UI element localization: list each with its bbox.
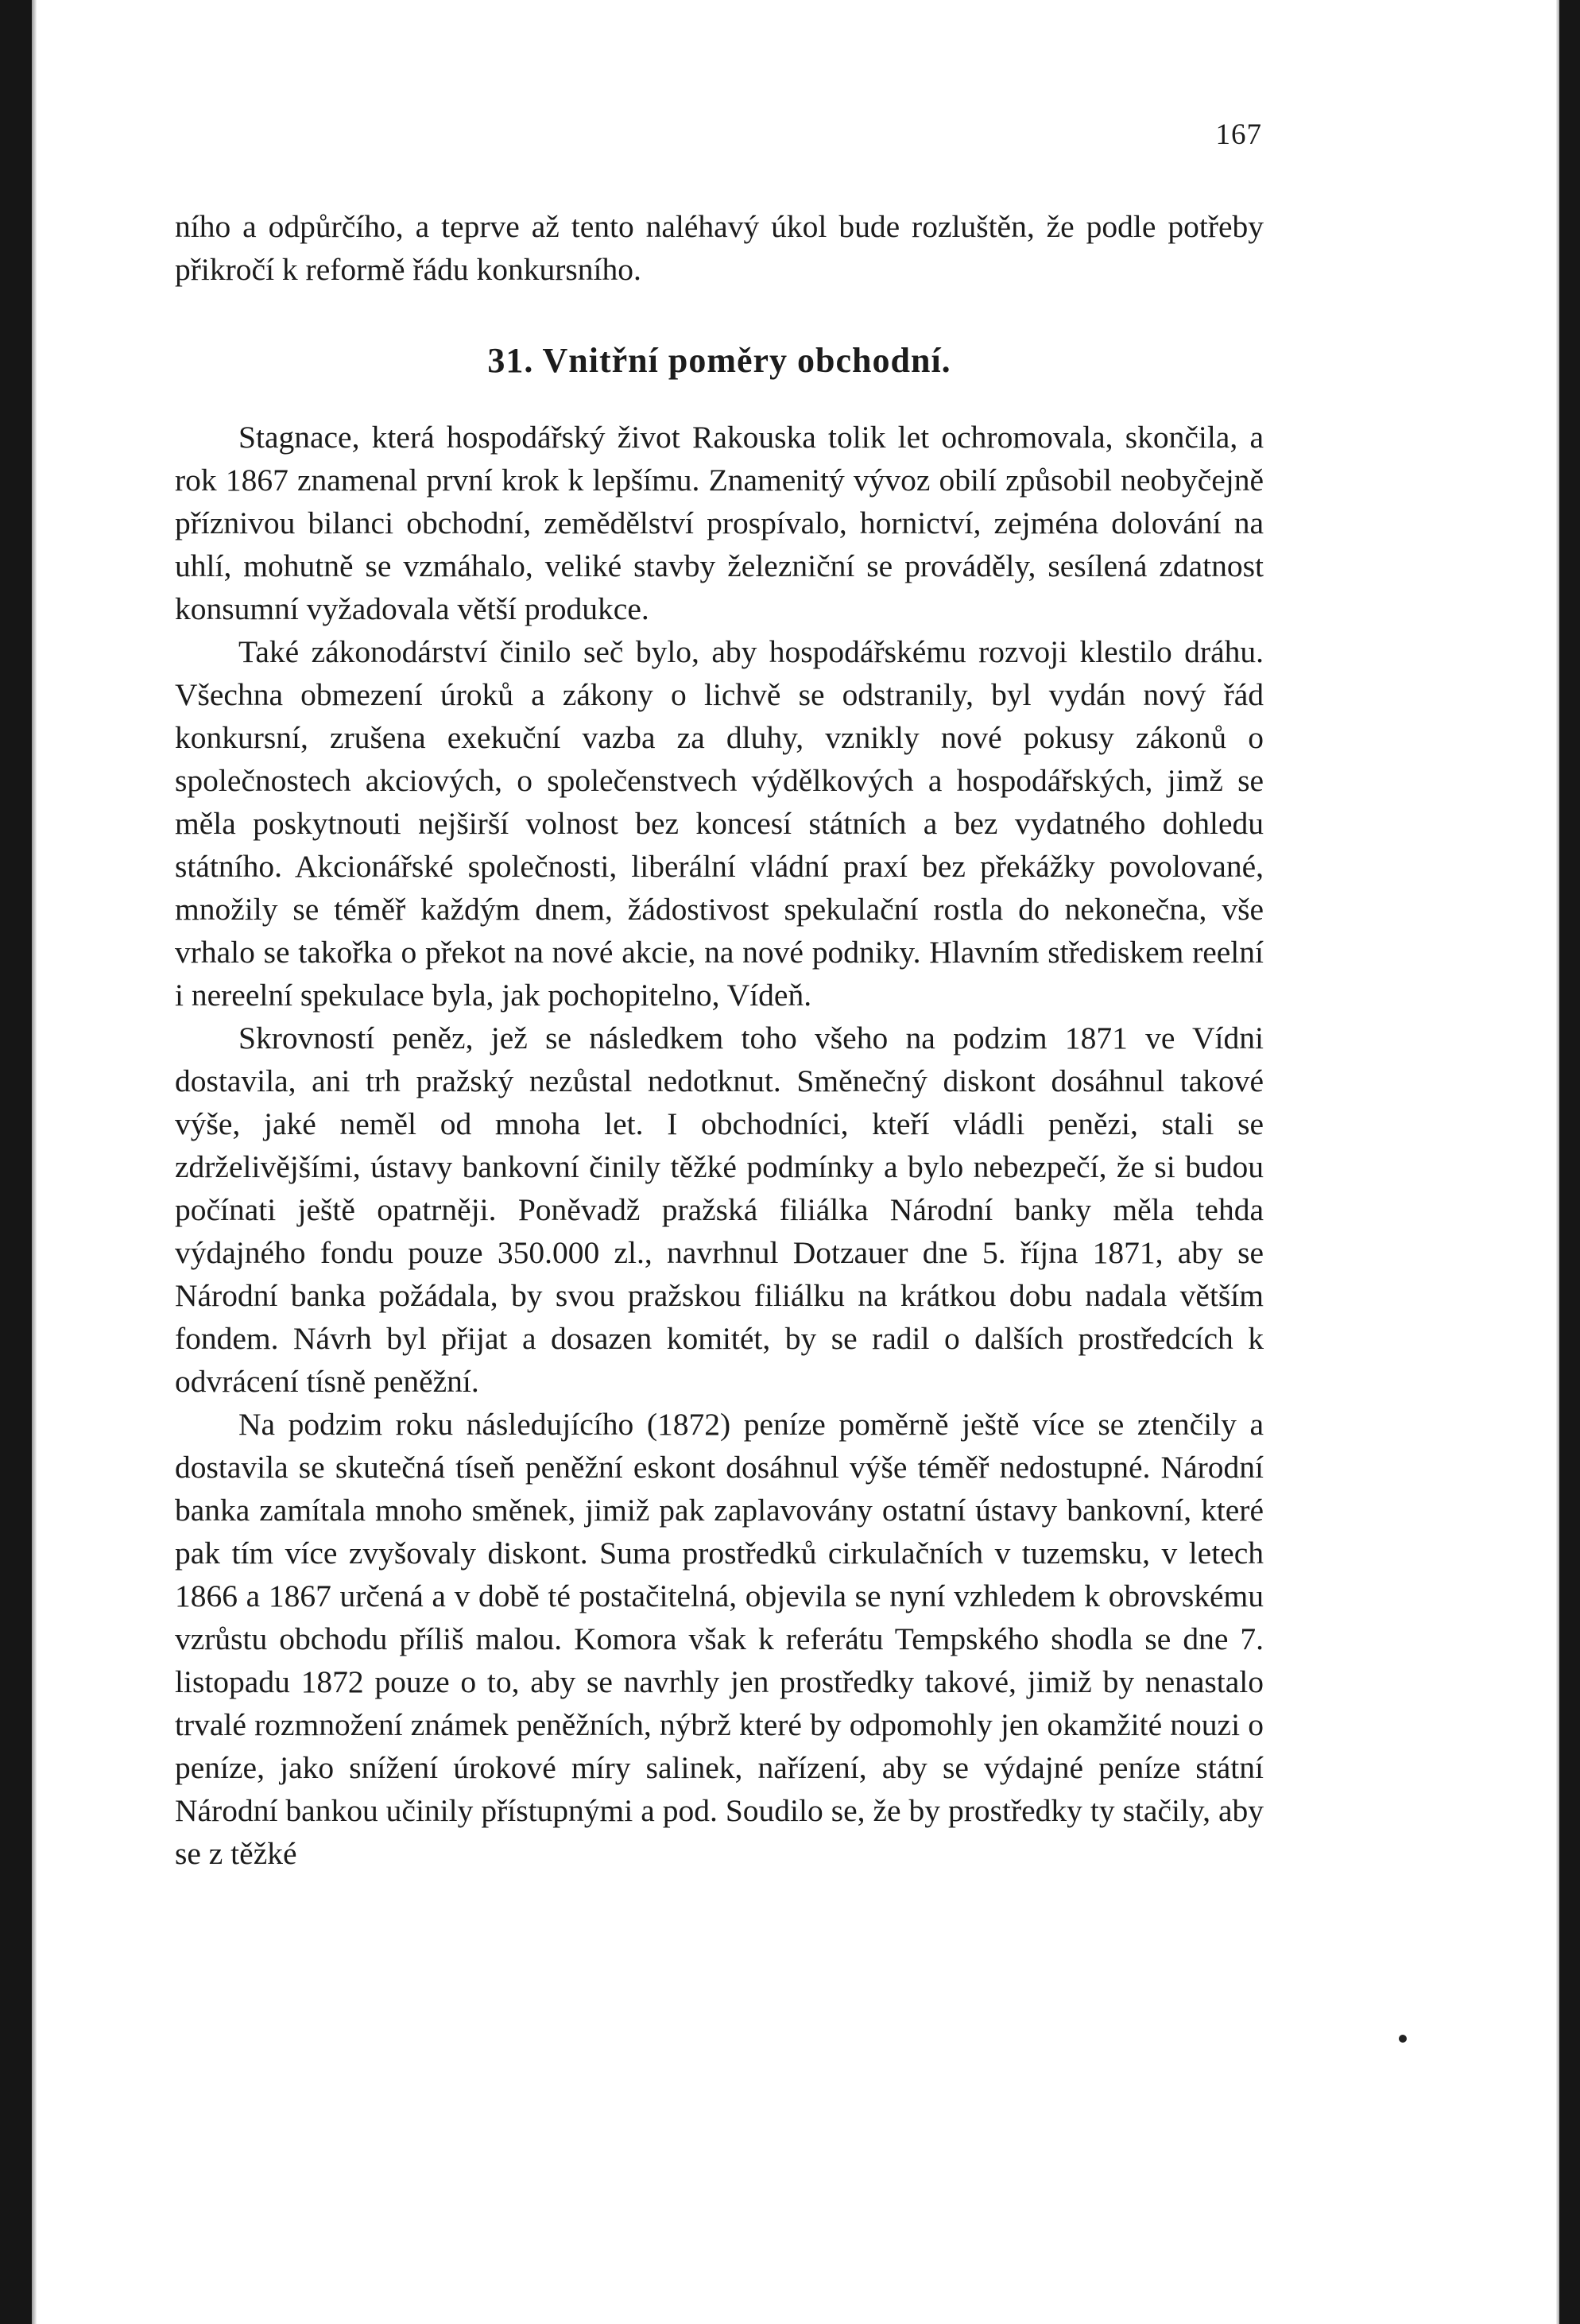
scan-right-edge [1559, 0, 1580, 2324]
scan-speck [1399, 2035, 1407, 2043]
paragraph-money-scarcity: Skrovností peněz, jež se následkem toho všeho na podzim 1871 ve Vídni dostavila, ani trh pražský nezůstal nedotknut. Směnečný diskont dosáhnul takové výše, jaké neměl od mnoha let. I obchodníci, kteří vládli penězi, stali se zdrželivějšími, ústavy bankovní činily těžké podmínky a bylo nebezpečí, že si budou počínati ještě opatrněji. Poněvadž pražská filiálka Národní banky měla tehda výdajného fondu pouze 350.000 zl., navrhnul Dotzauer dne 5. října 1871, aby se Národní banka požádala, by svou pražskou filiálku na krátkou dobu nadala větším fondem. Návrh byl přijat a dosazen komitét, by se radil o dalších prostředcích k odvrácení tísně peněžní. [175, 1021, 1264, 1399]
page-number: 167 [1215, 118, 1262, 151]
body-text [175, 416, 1264, 1875]
continuation-block [175, 205, 1264, 291]
paragraph-autumn-1872: Na podzim roku následujícího (1872) peníze poměrně ještě více se ztenčily a dostavila se skutečná tíseň peněžní eskont dosáhnul výše téměř nedostupné. Národní banka zamítala mnoho směnek, jimiž pak zaplavovány ostatní ústavy bankovní, které pak tím více zvyšovaly diskont. Suma prostředků cirkulačních v tuzemsku, v letech 1866 a 1867 určená a v době té postačitelná, objevila se nyní vzhledem k obrovskému vzrůstu obchodu příliš malou. Komora však k referátu Tempského shodla se dne 7. listopadu 1872 pouze o to, aby se navrhly jen prostředky takové, jimiž by nenastalo trvalé rozmnožení známek peněžních, nýbrž které by odpomohly jen okamžité nouzi o peníze, jako snížení úrokové míry salinek, nařízení, aby se výdajné peníze státní Národní bankou učinily přístupnými a pod. Soudilo se, že by prostředky ty stačily, aby se z těžké [175, 1407, 1264, 1871]
scan-left-shadow [32, 0, 37, 2324]
scan-left-edge [0, 0, 32, 2324]
section-heading: 31. Vnitřní poměry obchodní. [487, 341, 951, 380]
paragraph-legislation: Také zákonodárství činilo seč bylo, aby hospodářskému rozvoji klestilo dráhu. Všechna obmezení úroků a zákony o lichvě se odstranily, byl vydán nový řád konkursní, zrušena exekuční vazba za dluhy, vznikly nové pokusy zákonů o společnostech akciových, o společenstvech výdělkových a hospodářských, jimž se měla poskytnouti nejširší volnost bez koncesí státních a bez vydatného dohledu státního. Akcionářské společnosti, liberální vládní praxí bez překážky povolované, množily se téměř každým dnem, žádostivost spekulační rostla do nekonečna, vše vrhalo se takořka o překot na nové akcie, na nové podniky. Hlavním střediskem reelní i nereelní spekulace byla, jak pochopitelno, Vídeň. [175, 634, 1264, 1013]
scan-right-shadow [1556, 0, 1559, 2324]
paragraph-stagnation: Stagnace, která hospodářský život Rakouska tolik let ochromovala, skončila, a rok 1867 znamenal první krok k lepšímu. Znamenitý vývoz obilí způsobil neobyčejně příznivou bilanci obchodní, zemědělství prospívalo, hornictví, zejména dolování na uhlí, mohutně se vzmáhalo, veliké stavby železniční se prováděly, sesílená zdatnost konsumní vyžadovala větší produkce. [175, 420, 1264, 626]
continuation-paragraph: ního a odpůrčího, a teprve až tento naléhavý úkol bude rozluštěn, že podle potřeby přikročí k reformě řádu konkursního. [175, 209, 1264, 287]
